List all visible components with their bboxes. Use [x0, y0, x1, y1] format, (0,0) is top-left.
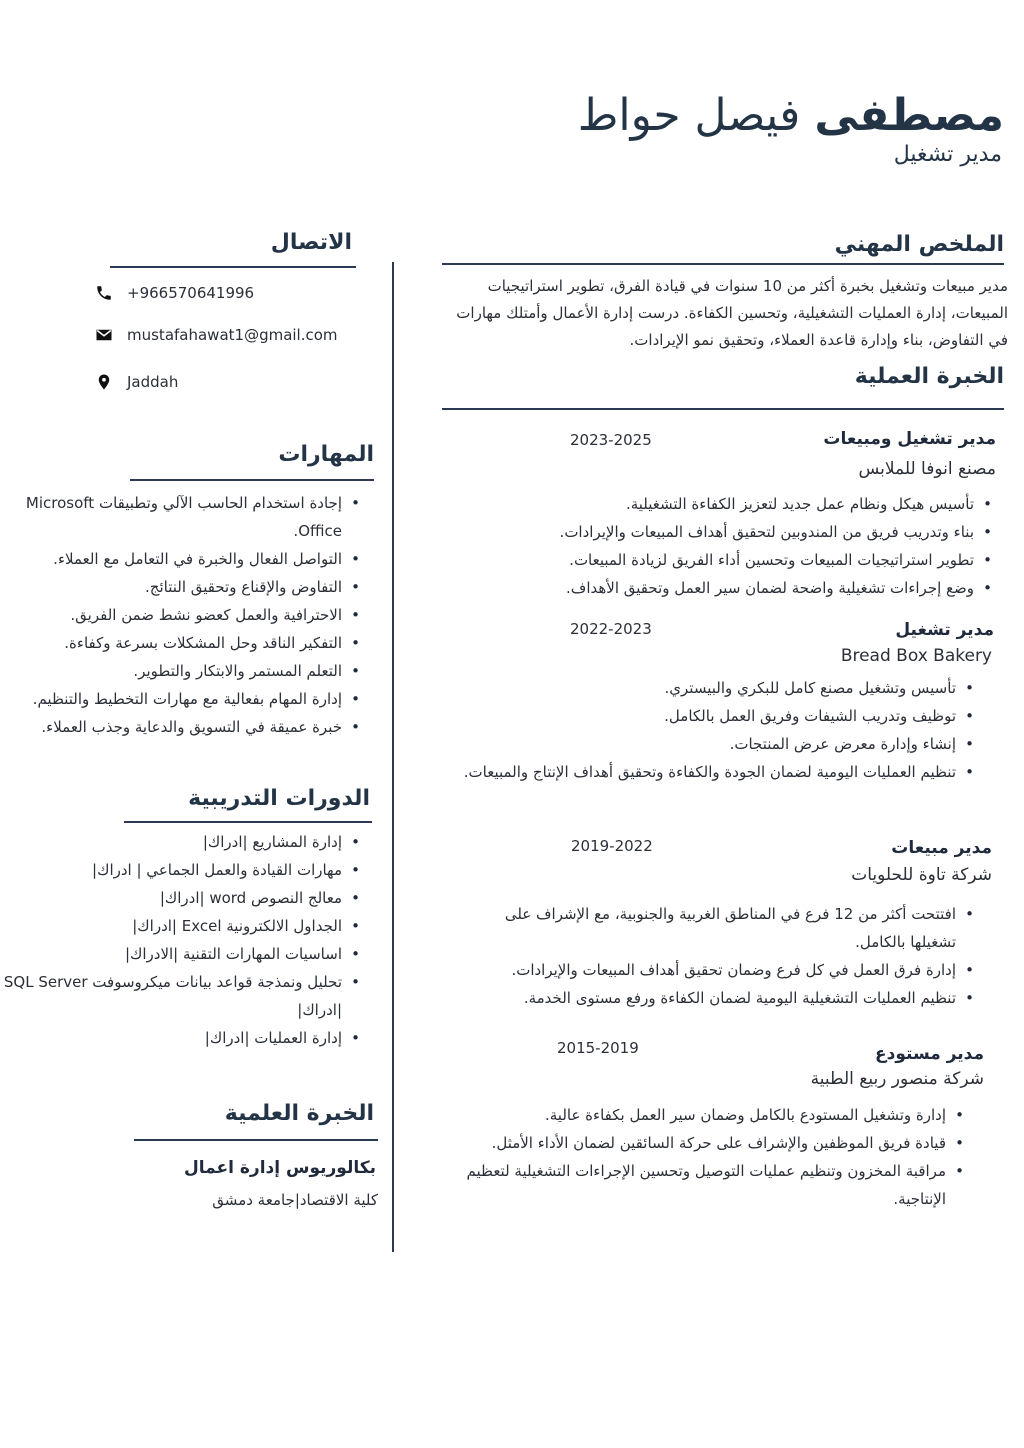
list-item: • قيادة فريق الموظفين والإشراف على حركة السائقين لضمان الأداء الأمثل.	[416, 1129, 946, 1157]
skills-heading: المهارات	[278, 442, 374, 467]
list-item: • إدارة فرق العمل في كل فرع وضمان تحقيق أهداف المبيعات والإيرادات.	[456, 956, 956, 984]
courses-divider	[124, 821, 372, 823]
list-item: • وضع إجراءات تشغيلية واضحة لضمان سير العمل وتحقيق الأهداف.	[434, 574, 974, 602]
list-item: • مهارات القيادة والعمل الجماعي | ادراك|	[0, 856, 342, 884]
job-company: Bread Box Bakery	[840, 646, 992, 666]
list-item: • الجداول الالكترونية Excel |ادراك|	[0, 912, 342, 940]
list-item: • خبرة عميقة في التسويق والدعاية وجذب العملاء.	[0, 713, 342, 741]
phone-icon	[95, 284, 113, 302]
job-date: 2019-2022	[571, 837, 653, 855]
job-date: 2023-2025	[570, 431, 652, 449]
job-company: شركة منصور ربيع الطبية	[810, 1069, 984, 1089]
experience-divider	[442, 408, 1004, 410]
list-item: • اساسيات المهارات التقنية |الادراك|	[0, 940, 342, 968]
list-item: • تنظيم العمليات اليومية لضمان الجودة والكفاءة وتحقيق أهداف الإنتاج والمبيعات.	[456, 758, 956, 786]
education-divider	[134, 1139, 378, 1141]
list-item: • إدارة العمليات |ادراك|	[0, 1024, 342, 1052]
list-item: • التعلم المستمر والابتكار والتطوير.	[0, 657, 342, 685]
email-address[interactable]: mustafahawat1@gmail.com	[127, 326, 338, 344]
last-name: فيصل حواط	[577, 90, 801, 141]
summary-heading: الملخص المهني	[834, 232, 1004, 257]
list-item: • إدارة المشاريع |ادراك|	[0, 828, 342, 856]
list-item: • تأسيس هيكل ونظام عمل جديد لتعزيز الكفاءة التشغيلية.	[434, 490, 974, 518]
list-item: • تنظيم العمليات التشغيلية اليومية لضمان الكفاءة ورفع مستوى الخدمة.	[456, 984, 956, 1012]
list-item: • تأسيس وتشغيل مصنع كامل للبكري والبيستري.	[456, 674, 956, 702]
first-name: مصطفى	[814, 90, 1004, 141]
location-text: Jaddah	[127, 373, 179, 391]
job-title: مدير تشغيل	[895, 620, 994, 640]
job-bullets	[434, 490, 992, 602]
job-date: 2022-2023	[570, 620, 652, 638]
courses-heading: الدورات التدريبية	[188, 786, 370, 811]
job-title: مدير تشغيل ومبيعات	[823, 429, 996, 449]
list-item: • إنشاء وإدارة معرض عرض المنتجات.	[456, 730, 956, 758]
job-title: مدير مستودع	[875, 1044, 984, 1064]
job-headline: مدير تشغيل	[893, 142, 1002, 167]
job-bullets	[456, 674, 974, 786]
list-item: • توظيف وتدريب الشيفات وفريق العمل بالكامل.	[456, 702, 956, 730]
list-item: • تحليل ونمذجة قواعد بيانات ميكروسوفت SQL Server |ادراك|	[0, 968, 342, 1024]
contact-location	[95, 372, 178, 392]
list-item: • التفكير الناقد وحل المشكلات بسرعة وكفاءة.	[0, 629, 342, 657]
column-divider	[392, 262, 394, 1252]
courses-list	[0, 828, 360, 1052]
list-item: • مراقبة المخزون وتنظيم عمليات التوصيل وتحسين الإجراءات التشغيلية لتعظيم الإنتاجية.	[416, 1157, 946, 1213]
list-item: • بناء وتدريب فريق من المندوبين لتحقيق أهداف المبيعات والإيرادات.	[434, 518, 974, 546]
contact-phone	[95, 284, 254, 302]
job-company: شركة تاوة للحلويات	[851, 865, 992, 885]
job-bullets	[456, 900, 974, 1012]
full-name	[578, 90, 1004, 141]
job-date: 2015-2019	[557, 1039, 639, 1057]
contact-email	[95, 326, 338, 344]
job-bullets	[416, 1101, 964, 1213]
list-item: • الاحترافية والعمل كعضو نشط ضمن الفريق.	[0, 601, 342, 629]
list-item: • تطوير استراتيجيات المبيعات وتحسين أداء الفريق لزيادة المبيعات.	[434, 546, 974, 574]
list-item: • إدارة المهام بفعالية مع مهارات التخطيط والتنظيم.	[0, 685, 342, 713]
job-title: مدير مبيعات	[891, 838, 992, 858]
list-item: • افتتحت أكثر من 12 فرع في المناطق الغربية والجنوبية، مع الإشراف على تشغيلها بالكامل.	[456, 900, 956, 956]
mail-icon	[95, 326, 113, 344]
degree-title: بكالوريوس إدارة اعمال	[184, 1158, 376, 1178]
education-heading: الخبرة العلمية	[224, 1101, 374, 1126]
list-item: • التواصل الفعال والخبرة في التعامل مع العملاء.	[0, 545, 342, 573]
contact-heading: الاتصال	[270, 230, 352, 255]
phone-number[interactable]: +966570641996	[127, 284, 255, 302]
job-company: مصنع انوفا للملابس	[858, 459, 996, 479]
summary-divider	[442, 263, 1004, 265]
list-item: • معالج النصوص word |ادراك|	[0, 884, 342, 912]
contact-divider	[110, 266, 356, 268]
location-pin-icon	[95, 372, 113, 392]
experience-heading: الخبرة العملية	[854, 364, 1004, 389]
skills-divider	[130, 479, 374, 481]
list-item: • إجادة استخدام الحاسب الآلي وتطبيقات Microsoft Office.	[0, 489, 342, 545]
list-item: • إدارة وتشغيل المستودع بالكامل وضمان سير العمل بكفاءة عالية.	[416, 1101, 946, 1129]
summary-text: مدير مبيعات وتشغيل بخبرة أكثر من 10 سنوات في قيادة الفرق، تطوير استراتيجيات المبيعات، إدارة العمليات التشغيلية، وتحسين الكفاءة. درست إدارة الأعمال وأمتلك مهارات في التفاوض، بناء وإدارة قاعدة العملاء، وتحقيق نمو الإيرادات.	[456, 277, 1008, 349]
school-name: كلية الاقتصاد|جامعة دمشق	[212, 1191, 378, 1209]
skills-list	[0, 489, 360, 741]
list-item: • التفاوض والإقناع وتحقيق النتائج.	[0, 573, 342, 601]
